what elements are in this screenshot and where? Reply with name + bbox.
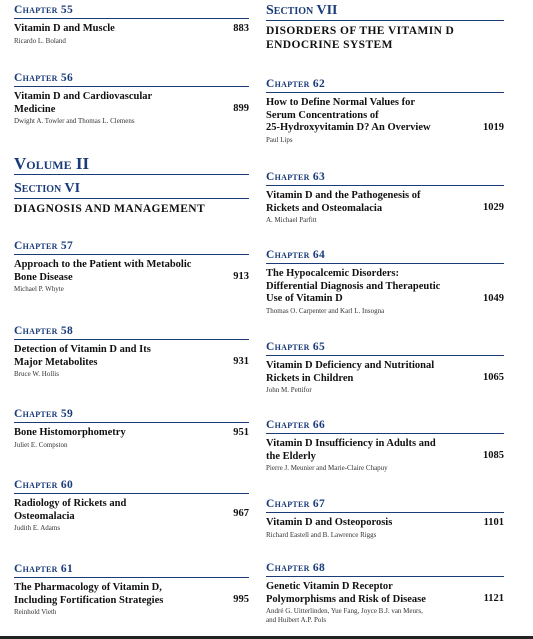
chapter-label: Chapter 61 <box>14 563 249 578</box>
chapter-title: Vitamin D Deficiency and Nutritional Rickets in Children <box>266 360 435 384</box>
chapter-page: 899 <box>233 103 249 114</box>
chapter-title: Genetic Vitamin D Receptor Polymorphisms and Risk of Disease <box>266 581 426 605</box>
chapter-61 <box>14 563 249 617</box>
chapter-title: Radiology of Rickets and Osteomalacia <box>14 498 127 522</box>
chapter-page: 1121 <box>483 593 504 604</box>
chapter-author: John M. Pettifor <box>266 386 312 394</box>
chapter-author: Thomas O. Carpenter and Karl L. Insogna <box>266 306 385 315</box>
chapter-65 <box>266 341 504 395</box>
chapter-label: Chapter 66 <box>266 419 504 434</box>
chapter-label: Chapter 56 <box>14 72 249 87</box>
chapter-page: 1085 <box>483 450 504 461</box>
chapter-page: 1101 <box>483 517 504 528</box>
chapter-author: Juliet E. Compston <box>14 440 68 449</box>
chapter-label: Chapter 55 <box>14 4 249 19</box>
chapter-page: 995 <box>233 594 249 605</box>
chapter-title: Detection of Vitamin D and Its Major Metabolites <box>14 344 151 368</box>
chapter-67 <box>266 498 504 540</box>
chapter-page: 967 <box>233 508 249 519</box>
volume-label: Volume II <box>14 155 249 175</box>
chapter-page: 1049 <box>483 293 504 304</box>
chapter-title: Vitamin D and Cardiovascular Medicine <box>14 91 153 115</box>
chapter-label: Chapter 67 <box>266 498 504 513</box>
section-6 <box>14 181 249 216</box>
chapter-title: How to Define Normal Values for Serum Concentrations of 25-Hydroxyvitamin D? An Overview <box>266 97 431 133</box>
chapter-page: 1065 <box>483 372 504 383</box>
chapter-title: Vitamin D and Muscle <box>14 23 115 34</box>
chapter-page: 951 <box>233 427 249 438</box>
chapter-58 <box>14 325 249 379</box>
chapter-title: Vitamin D Insufficiency in Adults and the Elderly <box>266 438 436 462</box>
chapter-author: Michael P. Whyte <box>14 285 64 293</box>
chapter-page: 883 <box>233 23 249 34</box>
chapter-title: Vitamin D and the Pathogenesis of Rickets and Osteomalacia <box>266 190 421 214</box>
chapter-author: Richard Eastell and B. Lawrence Riggs <box>266 530 377 539</box>
chapter-label: Chapter 57 <box>14 240 249 255</box>
section-subtitle: DIAGNOSIS AND MANAGEMENT <box>14 203 206 215</box>
chapter-page: 1029 <box>483 202 504 213</box>
section-subtitle: DISORDERS OF THE VITAMIN D ENDOCRINE SYSTEM <box>266 25 455 51</box>
chapter-author: Paul Lips <box>266 135 293 144</box>
chapter-55 <box>14 4 249 46</box>
chapter-label: Chapter 68 <box>266 562 504 577</box>
chapter-56 <box>14 72 249 126</box>
chapter-label: Chapter 64 <box>266 249 504 264</box>
chapter-label: Chapter 58 <box>14 325 249 340</box>
chapter-title: Approach to the Patient with Metabolic Bone Disease <box>14 259 192 283</box>
chapter-author: Bruce W. Hollis <box>14 370 59 378</box>
chapter-label: Chapter 62 <box>266 78 504 93</box>
section-7 <box>266 3 504 52</box>
chapter-label: Chapter 65 <box>266 341 504 356</box>
chapter-author: Pierre J. Meunier and Marie-Claire Chapuy <box>266 464 388 472</box>
section-label: Section VII <box>266 3 504 21</box>
chapter-59 <box>14 408 249 450</box>
chapter-author: Reinhold Vieth <box>14 608 57 616</box>
chapter-57 <box>14 240 249 294</box>
chapter-68 <box>266 562 504 625</box>
section-label: Section VI <box>14 181 249 199</box>
chapter-author: Judith E. Adams <box>14 524 61 532</box>
chapter-60 <box>14 479 249 533</box>
chapter-63 <box>266 171 504 225</box>
chapter-66 <box>266 419 504 473</box>
chapter-title: The Hypocalcemic Disorders: Differential Diagnosis and Therapeutic Use of Vitamin D <box>266 268 441 304</box>
chapter-label: Chapter 60 <box>14 479 249 494</box>
chapter-page: 931 <box>233 356 249 367</box>
chapter-title: Bone Histomorphometry <box>14 427 126 438</box>
volume-heading <box>14 155 249 175</box>
chapter-author: Ricardo L. Boland <box>14 36 66 45</box>
chapter-author: André G. Uitterlinden, Yue Fang, Joyce B.J. van Meurs, and Huibert A.P. Pols <box>266 607 423 624</box>
chapter-page: 1019 <box>483 122 504 133</box>
chapter-label: Chapter 59 <box>14 408 249 423</box>
chapter-title: Vitamin D and Osteoporosis <box>266 517 393 528</box>
chapter-title: The Pharmacology of Vitamin D, Including Fortification Strategies <box>14 582 164 606</box>
chapter-64 <box>266 249 504 316</box>
chapter-author: A. Michael Parfitt <box>266 216 317 224</box>
chapter-label: Chapter 63 <box>266 171 504 186</box>
chapter-author: Dwight A. Towler and Thomas L. Clemens <box>14 117 135 125</box>
chapter-62 <box>266 78 504 145</box>
chapter-page: 913 <box>233 271 249 282</box>
